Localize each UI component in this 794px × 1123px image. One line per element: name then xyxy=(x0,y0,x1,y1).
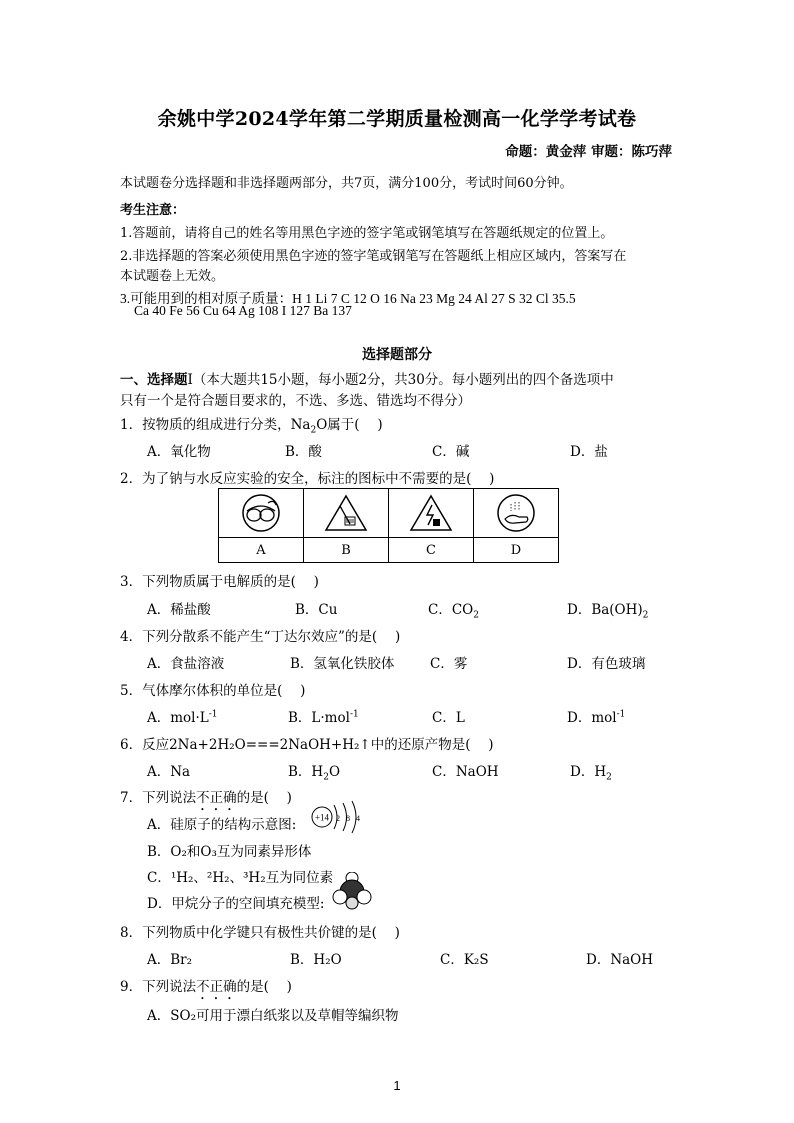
notice-item-2: 2.非选择题的答案必须使用黑色字迹的签字笔或钢笔写在答题纸上相应区域内，答案写在 xyxy=(120,249,627,264)
q5-option-c: C．L xyxy=(432,710,465,726)
question-4-stem: 4．下列分散系不能产生“丁达尔效应”的是( ) xyxy=(120,629,401,645)
q7-stem-b: 的是( ) xyxy=(236,790,292,806)
q3-option-d-text: D．Ba(OH) xyxy=(567,602,643,618)
q8-option-a: A．Br₂ xyxy=(147,952,193,968)
q3-option-c-sub: 2 xyxy=(473,610,479,621)
icon-cell-c xyxy=(389,489,474,538)
page-number: 1 xyxy=(393,1078,401,1093)
question-2-stem: 2．为了钠与水反应实验的安全，标注的图标中不需要的是( ) xyxy=(120,471,495,487)
q9-stem-emphasis: 不正确 xyxy=(196,979,237,995)
atom-nucleus-label: +14 xyxy=(314,812,330,823)
q1-option-a: A．氧化物 xyxy=(147,444,211,460)
q5-option-b xyxy=(288,706,359,726)
question-6-stem: 6．反应2Na+2H₂O===2NaOH+H₂↑中的还原产物是( ) xyxy=(120,737,494,753)
q6-option-b xyxy=(288,760,341,783)
q1-stem-sub: 2 xyxy=(310,425,317,436)
icon-label-c: C xyxy=(389,538,474,563)
q7-option-d: D．甲烷分子的空间填充模型: xyxy=(147,896,325,912)
icon-cell-a xyxy=(219,489,304,538)
authors-line: 命题：黄金萍 审题：陈巧萍 xyxy=(505,144,672,160)
notice-item-3: 3.可能用到的相对原子质量：H 1 Li 7 C 12 O 16 Na 23 Mg 24 Al 27 S 32 Cl 35.5 xyxy=(120,291,576,306)
q7-stem-a: 7．下列说法 xyxy=(120,790,197,806)
icon-label-a: A xyxy=(219,538,304,563)
q3-option-b: B．Cu xyxy=(295,602,338,618)
q7-option-a: A．硅原子的结构示意图: xyxy=(147,817,297,833)
atom-shell-1-count: 2 xyxy=(336,814,340,823)
q7-option-c: C．¹H₂、²H₂、³H₂互为同位素 xyxy=(147,870,334,886)
q6-option-b-text: B．H xyxy=(288,764,324,780)
exam-title: 余姚中学2024学年第二学期质量检测高一化学学考试卷 xyxy=(157,108,637,130)
question-3-stem: 3．下列物质属于电解质的是( ) xyxy=(120,574,319,590)
silicon-atom-structure-diagram xyxy=(310,800,370,834)
q6-option-b-tail: O xyxy=(328,764,341,780)
q1-option-c: C．碱 xyxy=(432,444,470,460)
q1-stem-a: 1．按物质的组成进行分类，Na xyxy=(120,417,311,433)
icon-label-d: D xyxy=(474,538,559,563)
q8-option-b: B．H₂O xyxy=(290,952,342,968)
sharp-object-icon xyxy=(323,493,369,533)
part1-heading xyxy=(120,368,614,388)
question-9-stem xyxy=(120,975,292,1003)
section-title: 选择题部分 xyxy=(362,347,432,363)
electricity-icon xyxy=(408,493,454,533)
q6-option-d-sub: 2 xyxy=(606,772,612,783)
q4-option-c: C．雾 xyxy=(430,656,468,672)
q5-option-d xyxy=(567,706,625,726)
q5-option-d-text: D．mol xyxy=(567,710,617,726)
icon-label-b: B xyxy=(304,538,389,563)
q9-option-a: A．SO₂可用于漂白纸浆以及草帽等编织物 xyxy=(147,1008,399,1024)
q1-stem-b: O属于( ) xyxy=(316,417,383,433)
q5-option-a-sup: -1 xyxy=(208,709,218,720)
q5-option-b-text: B．L·mol xyxy=(288,710,350,726)
q7-stem-emphasis: 不正确 xyxy=(196,790,237,806)
q6-option-a: A．Na xyxy=(147,764,191,780)
notice-item-2-cont: 本试题卷上无效。 xyxy=(120,269,225,284)
q8-option-c: C．K₂S xyxy=(440,952,489,968)
q4-option-d: D．有色玻璃 xyxy=(567,656,646,672)
q3-option-d-sub: 2 xyxy=(642,610,649,621)
notice-item-1: 1.答题前，请将自己的姓名等用黑色字迹的签字笔或钢笔填写在答题纸规定的位置上。 xyxy=(120,226,614,241)
q9-stem-b: 的是( ) xyxy=(236,979,292,995)
atom-shell-2-count: 8 xyxy=(346,814,350,823)
goggles-icon xyxy=(238,493,284,533)
methane-space-filling-model-icon xyxy=(332,872,372,910)
icon-cell-b xyxy=(304,489,389,538)
q5-option-b-sup: -1 xyxy=(349,709,359,720)
q3-option-a: A．稀盐酸 xyxy=(147,602,211,618)
part1-desc-cont: 只有一个是符合题目要求的，不选、多选、错选均不得分） xyxy=(120,393,471,409)
question-7-stem xyxy=(120,786,292,814)
safety-icon-table xyxy=(218,488,559,563)
atom-shell-3-count: 4 xyxy=(356,814,360,823)
q3-option-c xyxy=(428,598,479,621)
q4-option-b: B．氢氧化铁胶体 xyxy=(290,656,395,672)
q5-option-d-sup: -1 xyxy=(616,709,626,720)
q3-option-c-text: C．CO xyxy=(428,602,474,618)
q7-option-b: B．O₂和O₃互为同素异形体 xyxy=(147,844,312,860)
part1-desc: Ⅰ（本大题共15小题，每小题2分，共30分。每小题列出的四个备选项中 xyxy=(187,372,614,388)
q6-option-d xyxy=(570,760,612,783)
intro-text: 本试题卷分选择题和非选择题两部分，共7页，满分100分，考试时间60分钟。 xyxy=(120,176,573,191)
q6-option-b-sub: 2 xyxy=(323,772,329,783)
icon-cell-d xyxy=(474,489,559,538)
hand-wash-icon xyxy=(493,493,539,533)
q5-option-a xyxy=(147,706,218,726)
q3-option-d xyxy=(567,598,649,621)
q8-option-d: D．NaOH xyxy=(586,952,654,968)
q6-option-d-text: D．H xyxy=(570,764,607,780)
part1-label: 一、选择题 xyxy=(120,372,188,388)
q4-option-a: A．食盐溶液 xyxy=(147,656,225,672)
notice-item-3-cont: Ca 40 Fe 56 Cu 64 Ag 108 I 127 Ba 137 xyxy=(134,303,352,318)
q9-stem-a: 9．下列说法 xyxy=(120,979,197,995)
q6-option-c: C．NaOH xyxy=(432,764,499,780)
q1-option-d: D．盐 xyxy=(570,444,608,460)
q5-option-a-text: A．mol·L xyxy=(147,710,209,726)
notice-heading: 考生注意： xyxy=(120,203,186,218)
question-1-stem xyxy=(120,413,383,436)
question-5-stem: 5．气体摩尔体积的单位是( ) xyxy=(120,683,306,699)
question-8-stem: 8．下列物质中化学键只有极性共价键的是( ) xyxy=(120,925,400,941)
q1-option-b: B．酸 xyxy=(285,444,322,460)
